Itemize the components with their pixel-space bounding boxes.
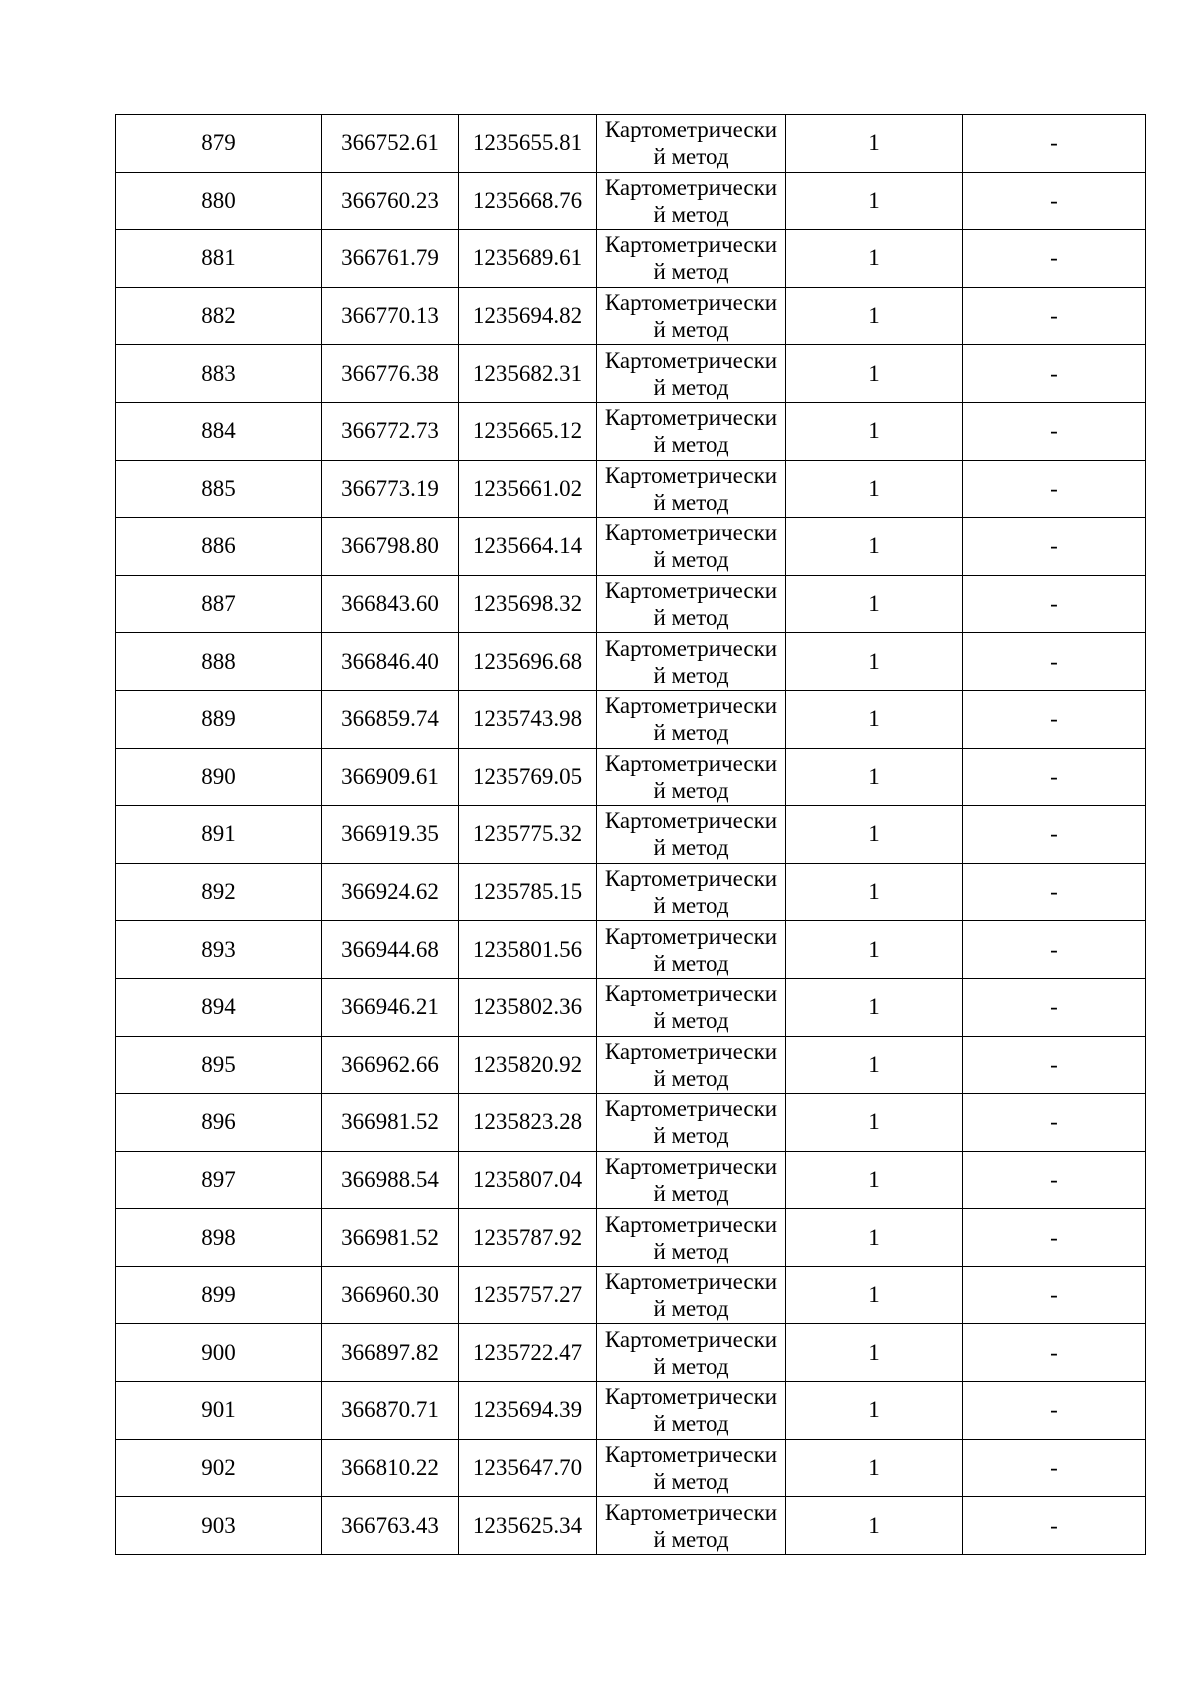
- point-number-cell: 900: [116, 1324, 322, 1382]
- x-coordinate-cell: 366944.68: [322, 921, 459, 979]
- method-line-2: й метод: [653, 432, 729, 458]
- method-cell: [597, 1151, 786, 1209]
- accuracy-cell: 1: [786, 172, 963, 230]
- point-number-cell: 903: [116, 1497, 322, 1555]
- method-text: [597, 1210, 785, 1266]
- method-line-2: й метод: [653, 1238, 729, 1264]
- y-coordinate-cell: 1235757.27: [459, 1266, 597, 1324]
- method-cell: [597, 978, 786, 1036]
- method-line-2: й метод: [653, 1123, 729, 1149]
- method-line-2: й метод: [653, 201, 729, 227]
- method-text: [597, 403, 785, 459]
- accuracy-cell: 1: [786, 748, 963, 806]
- method-line-2: й метод: [653, 777, 729, 803]
- x-coordinate-cell: 366960.30: [322, 1266, 459, 1324]
- point-number-cell: 889: [116, 690, 322, 748]
- note-cell: -: [963, 230, 1146, 288]
- point-number-cell: 891: [116, 806, 322, 864]
- x-coordinate-cell: 366776.38: [322, 345, 459, 403]
- note-cell: -: [963, 1497, 1146, 1555]
- method-text: [597, 634, 785, 690]
- method-line-1: Картометрически: [604, 117, 778, 143]
- y-coordinate-cell: 1235668.76: [459, 172, 597, 230]
- method-cell: [597, 921, 786, 979]
- x-coordinate-cell: 366810.22: [322, 1439, 459, 1497]
- note-cell: -: [963, 345, 1146, 403]
- method-text: [597, 1325, 785, 1381]
- point-number-cell: 902: [116, 1439, 322, 1497]
- note-cell: -: [963, 1151, 1146, 1209]
- method-text: [597, 864, 785, 920]
- point-number-cell: 899: [116, 1266, 322, 1324]
- method-cell: [597, 460, 786, 518]
- table-row: [116, 748, 1146, 806]
- y-coordinate-cell: 1235661.02: [459, 460, 597, 518]
- method-cell: [597, 1266, 786, 1324]
- method-cell: [597, 1094, 786, 1152]
- y-coordinate-cell: 1235696.68: [459, 633, 597, 691]
- method-text: [597, 1382, 785, 1438]
- y-coordinate-cell: 1235807.04: [459, 1151, 597, 1209]
- method-line-2: й метод: [653, 605, 729, 631]
- note-cell: -: [963, 806, 1146, 864]
- note-cell: -: [963, 863, 1146, 921]
- y-coordinate-cell: 1235743.98: [459, 690, 597, 748]
- note-cell: -: [963, 172, 1146, 230]
- method-line-1: Картометрически: [604, 290, 778, 316]
- point-number-cell: 888: [116, 633, 322, 691]
- note-cell: -: [963, 1382, 1146, 1440]
- method-line-1: Картометрически: [604, 1269, 778, 1295]
- method-cell: [597, 1439, 786, 1497]
- y-coordinate-cell: 1235694.82: [459, 287, 597, 345]
- accuracy-cell: 1: [786, 690, 963, 748]
- accuracy-cell: 1: [786, 1382, 963, 1440]
- y-coordinate-cell: 1235722.47: [459, 1324, 597, 1382]
- point-number-cell: 883: [116, 345, 322, 403]
- y-coordinate-cell: 1235682.31: [459, 345, 597, 403]
- x-coordinate-cell: 366981.52: [322, 1094, 459, 1152]
- note-cell: -: [963, 1439, 1146, 1497]
- method-text: [597, 576, 785, 632]
- note-cell: -: [963, 1209, 1146, 1267]
- x-coordinate-cell: 366760.23: [322, 172, 459, 230]
- method-line-1: Картометрически: [604, 981, 778, 1007]
- table-row: [116, 1439, 1146, 1497]
- accuracy-cell: 1: [786, 345, 963, 403]
- table-row: [116, 978, 1146, 1036]
- y-coordinate-cell: 1235785.15: [459, 863, 597, 921]
- method-cell: [597, 518, 786, 576]
- table-row: [116, 460, 1146, 518]
- y-coordinate-cell: 1235689.61: [459, 230, 597, 288]
- method-line-1: Картометрически: [604, 1153, 778, 1179]
- table-row: [116, 172, 1146, 230]
- note-cell: -: [963, 690, 1146, 748]
- accuracy-cell: 1: [786, 633, 963, 691]
- method-line-2: й метод: [653, 489, 729, 515]
- note-cell: -: [963, 1036, 1146, 1094]
- x-coordinate-cell: 366752.61: [322, 115, 459, 173]
- method-cell: [597, 633, 786, 691]
- method-line-2: й метод: [653, 1353, 729, 1379]
- x-coordinate-cell: 366962.66: [322, 1036, 459, 1094]
- x-coordinate-cell: 366897.82: [322, 1324, 459, 1382]
- method-line-2: й метод: [653, 893, 729, 919]
- table-row: [116, 921, 1146, 979]
- note-cell: -: [963, 402, 1146, 460]
- note-cell: -: [963, 978, 1146, 1036]
- x-coordinate-cell: 366798.80: [322, 518, 459, 576]
- method-cell: [597, 287, 786, 345]
- y-coordinate-cell: 1235625.34: [459, 1497, 597, 1555]
- accuracy-cell: 1: [786, 1151, 963, 1209]
- x-coordinate-cell: 366770.13: [322, 287, 459, 345]
- method-line-1: Картометрически: [604, 462, 778, 488]
- y-coordinate-cell: 1235769.05: [459, 748, 597, 806]
- point-number-cell: 897: [116, 1151, 322, 1209]
- accuracy-cell: 1: [786, 978, 963, 1036]
- table-row: [116, 806, 1146, 864]
- table-row: [116, 1094, 1146, 1152]
- method-cell: [597, 402, 786, 460]
- accuracy-cell: 1: [786, 287, 963, 345]
- method-line-2: й метод: [653, 374, 729, 400]
- method-text: [597, 230, 785, 286]
- accuracy-cell: 1: [786, 863, 963, 921]
- point-number-cell: 893: [116, 921, 322, 979]
- method-cell: [597, 345, 786, 403]
- x-coordinate-cell: 366859.74: [322, 690, 459, 748]
- x-coordinate-cell: 366763.43: [322, 1497, 459, 1555]
- method-line-2: й метод: [653, 1468, 729, 1494]
- method-line-2: й метод: [653, 1411, 729, 1437]
- coordinates-table-body: [116, 115, 1146, 1555]
- method-line-1: Картометрически: [604, 808, 778, 834]
- method-line-2: й метод: [653, 1008, 729, 1034]
- method-text: [597, 1440, 785, 1496]
- y-coordinate-cell: 1235655.81: [459, 115, 597, 173]
- accuracy-cell: 1: [786, 1439, 963, 1497]
- method-cell: [597, 1036, 786, 1094]
- x-coordinate-cell: 366846.40: [322, 633, 459, 691]
- accuracy-cell: 1: [786, 230, 963, 288]
- y-coordinate-cell: 1235647.70: [459, 1439, 597, 1497]
- table-row: [116, 115, 1146, 173]
- table-row: [116, 1497, 1146, 1555]
- accuracy-cell: 1: [786, 115, 963, 173]
- method-line-1: Картометрически: [604, 1211, 778, 1237]
- method-text: [597, 518, 785, 574]
- method-text: [597, 806, 785, 862]
- accuracy-cell: 1: [786, 921, 963, 979]
- point-number-cell: 886: [116, 518, 322, 576]
- note-cell: -: [963, 748, 1146, 806]
- method-line-1: Картометрически: [604, 866, 778, 892]
- table-row: [116, 1266, 1146, 1324]
- accuracy-cell: 1: [786, 1497, 963, 1555]
- y-coordinate-cell: 1235823.28: [459, 1094, 597, 1152]
- method-line-2: й метод: [653, 1180, 729, 1206]
- accuracy-cell: 1: [786, 806, 963, 864]
- y-coordinate-cell: 1235698.32: [459, 575, 597, 633]
- accuracy-cell: 1: [786, 518, 963, 576]
- method-cell: [597, 1324, 786, 1382]
- method-line-1: Картометрически: [604, 1499, 778, 1525]
- table-row: [116, 1036, 1146, 1094]
- table-row: [116, 1382, 1146, 1440]
- table-row: [116, 345, 1146, 403]
- table-row: [116, 863, 1146, 921]
- x-coordinate-cell: 366919.35: [322, 806, 459, 864]
- x-coordinate-cell: 366843.60: [322, 575, 459, 633]
- method-line-2: й метод: [653, 547, 729, 573]
- point-number-cell: 881: [116, 230, 322, 288]
- method-cell: [597, 748, 786, 806]
- method-cell: [597, 172, 786, 230]
- method-line-1: Картометрически: [604, 1038, 778, 1064]
- note-cell: -: [963, 518, 1146, 576]
- accuracy-cell: 1: [786, 1324, 963, 1382]
- point-number-cell: 895: [116, 1036, 322, 1094]
- point-number-cell: 879: [116, 115, 322, 173]
- point-number-cell: 884: [116, 402, 322, 460]
- note-cell: -: [963, 921, 1146, 979]
- method-text: [597, 691, 785, 747]
- coordinates-table: [115, 114, 1146, 1555]
- method-line-1: Картометрически: [604, 750, 778, 776]
- y-coordinate-cell: 1235664.14: [459, 518, 597, 576]
- method-text: [597, 922, 785, 978]
- table-row: [116, 518, 1146, 576]
- method-line-2: й метод: [653, 950, 729, 976]
- method-line-1: Картометрически: [604, 405, 778, 431]
- table-row: [116, 230, 1146, 288]
- method-text: [597, 749, 785, 805]
- x-coordinate-cell: 366946.21: [322, 978, 459, 1036]
- point-number-cell: 896: [116, 1094, 322, 1152]
- method-line-2: й метод: [653, 1296, 729, 1322]
- method-line-2: й метод: [653, 662, 729, 688]
- method-text: [597, 173, 785, 229]
- y-coordinate-cell: 1235775.32: [459, 806, 597, 864]
- point-number-cell: 880: [116, 172, 322, 230]
- x-coordinate-cell: 366924.62: [322, 863, 459, 921]
- method-cell: [597, 1497, 786, 1555]
- y-coordinate-cell: 1235665.12: [459, 402, 597, 460]
- note-cell: -: [963, 633, 1146, 691]
- x-coordinate-cell: 366981.52: [322, 1209, 459, 1267]
- method-line-1: Картометрически: [604, 520, 778, 546]
- y-coordinate-cell: 1235694.39: [459, 1382, 597, 1440]
- method-line-1: Картометрически: [604, 1384, 778, 1410]
- method-text: [597, 979, 785, 1035]
- accuracy-cell: 1: [786, 575, 963, 633]
- table-row: [116, 575, 1146, 633]
- note-cell: -: [963, 1324, 1146, 1382]
- method-cell: [597, 863, 786, 921]
- method-text: [597, 346, 785, 402]
- method-text: [597, 1152, 785, 1208]
- table-row: [116, 690, 1146, 748]
- point-number-cell: 892: [116, 863, 322, 921]
- method-line-1: Картометрически: [604, 232, 778, 258]
- method-cell: [597, 1382, 786, 1440]
- accuracy-cell: 1: [786, 1209, 963, 1267]
- method-line-1: Картометрически: [604, 1326, 778, 1352]
- note-cell: -: [963, 575, 1146, 633]
- method-text: [597, 115, 785, 171]
- method-line-2: й метод: [653, 144, 729, 170]
- table-row: [116, 1209, 1146, 1267]
- table-row: [116, 287, 1146, 345]
- accuracy-cell: 1: [786, 460, 963, 518]
- table-row: [116, 633, 1146, 691]
- method-text: [597, 1498, 785, 1554]
- point-number-cell: 901: [116, 1382, 322, 1440]
- method-line-2: й метод: [653, 720, 729, 746]
- accuracy-cell: 1: [786, 1094, 963, 1152]
- x-coordinate-cell: 366870.71: [322, 1382, 459, 1440]
- y-coordinate-cell: 1235787.92: [459, 1209, 597, 1267]
- table-row: [116, 1151, 1146, 1209]
- accuracy-cell: 1: [786, 1036, 963, 1094]
- method-text: [597, 288, 785, 344]
- method-line-1: Картометрически: [604, 693, 778, 719]
- note-cell: -: [963, 460, 1146, 518]
- table-row: [116, 1324, 1146, 1382]
- accuracy-cell: 1: [786, 402, 963, 460]
- method-text: [597, 1267, 785, 1323]
- table-row: [116, 402, 1146, 460]
- point-number-cell: 885: [116, 460, 322, 518]
- x-coordinate-cell: 366772.73: [322, 402, 459, 460]
- accuracy-cell: 1: [786, 1266, 963, 1324]
- x-coordinate-cell: 366988.54: [322, 1151, 459, 1209]
- method-text: [597, 1037, 785, 1093]
- point-number-cell: 898: [116, 1209, 322, 1267]
- y-coordinate-cell: 1235802.36: [459, 978, 597, 1036]
- note-cell: -: [963, 1094, 1146, 1152]
- method-cell: [597, 806, 786, 864]
- method-line-1: Картометрически: [604, 347, 778, 373]
- method-line-2: й метод: [653, 1526, 729, 1552]
- note-cell: -: [963, 287, 1146, 345]
- method-line-2: й метод: [653, 317, 729, 343]
- method-text: [597, 1094, 785, 1150]
- method-cell: [597, 115, 786, 173]
- y-coordinate-cell: 1235820.92: [459, 1036, 597, 1094]
- point-number-cell: 890: [116, 748, 322, 806]
- method-line-2: й метод: [653, 835, 729, 861]
- x-coordinate-cell: 366773.19: [322, 460, 459, 518]
- point-number-cell: 887: [116, 575, 322, 633]
- method-line-1: Картометрически: [604, 1441, 778, 1467]
- x-coordinate-cell: 366761.79: [322, 230, 459, 288]
- method-line-2: й метод: [653, 1065, 729, 1091]
- method-cell: [597, 1209, 786, 1267]
- point-number-cell: 882: [116, 287, 322, 345]
- note-cell: -: [963, 115, 1146, 173]
- note-cell: -: [963, 1266, 1146, 1324]
- method-line-1: Картометрически: [604, 174, 778, 200]
- method-cell: [597, 575, 786, 633]
- method-text: [597, 461, 785, 517]
- x-coordinate-cell: 366909.61: [322, 748, 459, 806]
- method-line-1: Картометрически: [604, 635, 778, 661]
- y-coordinate-cell: 1235801.56: [459, 921, 597, 979]
- method-line-1: Картометрически: [604, 578, 778, 604]
- point-number-cell: 894: [116, 978, 322, 1036]
- method-line-2: й метод: [653, 259, 729, 285]
- method-cell: [597, 230, 786, 288]
- method-cell: [597, 690, 786, 748]
- method-line-1: Картометрически: [604, 923, 778, 949]
- method-line-1: Картометрически: [604, 1096, 778, 1122]
